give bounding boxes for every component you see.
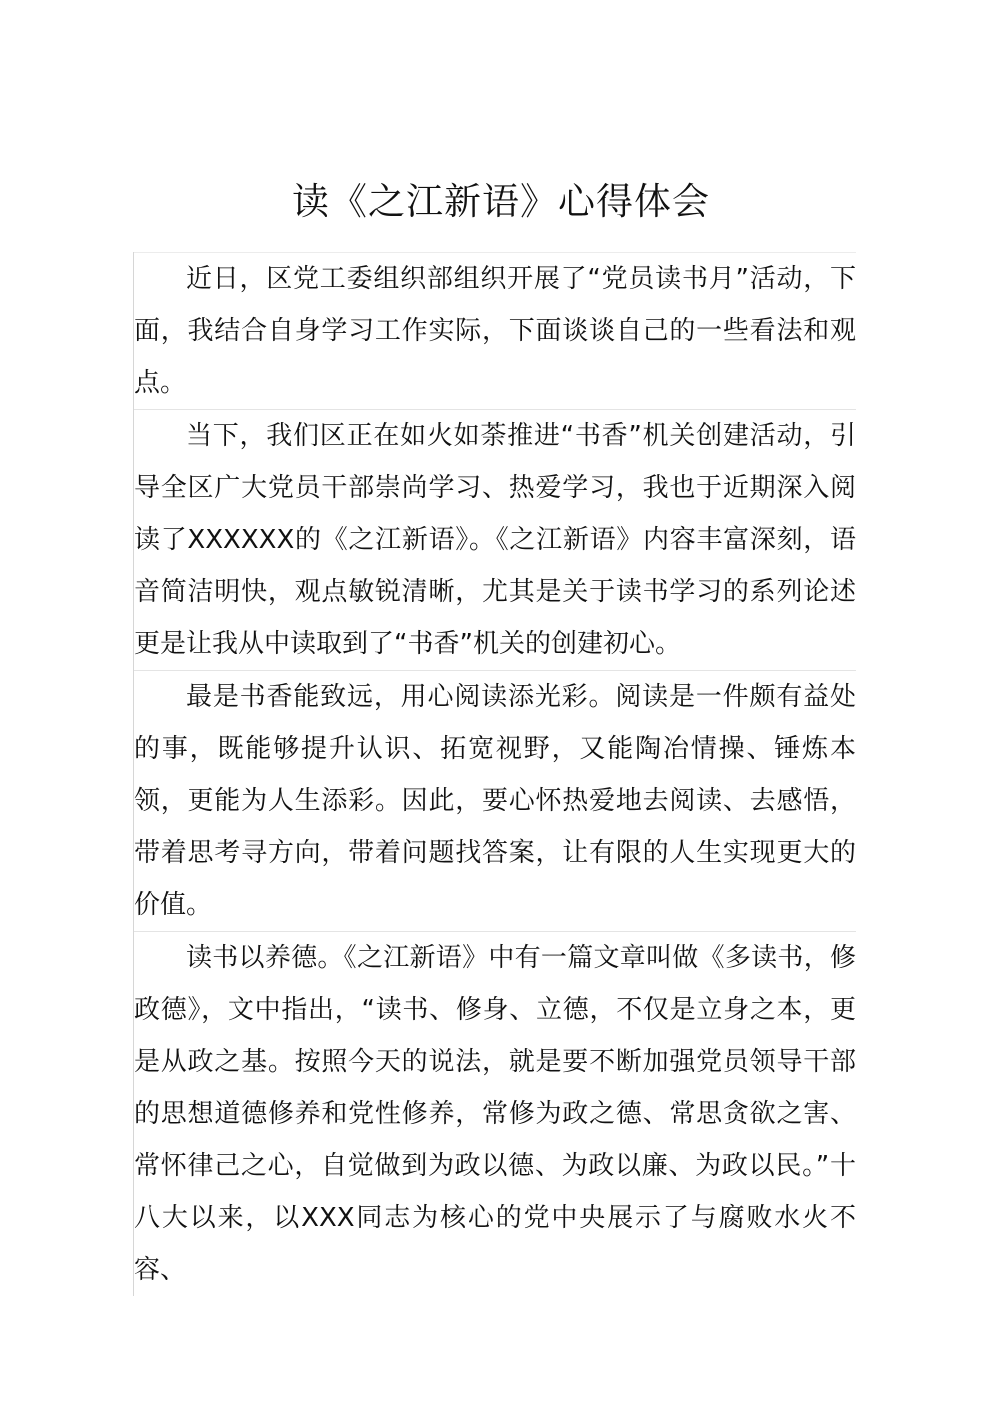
paragraph-3: 最是书香能致远，用心阅读添光彩。阅读是一件颇有益处的事，既能够提升认识、拓宽视野，又能陶冶情操、锤炼本领，更能为人生添彩。因此，要心怀热爱地去阅读、去感悟，带着思考寻方向，带着问题找答案，让有限的人生实现更大的价值。 xyxy=(134,670,856,931)
paragraph-1: 近日，区党工委组织部组织开展了“党员读书月”活动，下面，我结合自身学习工作实际，下面谈谈自己的一些看法和观点。 xyxy=(134,252,856,409)
document-title: 读《之江新语》心得体会 xyxy=(292,180,710,223)
paragraph-2: 当下，我们区正在如火如荼推进“书香”机关创建活动，引导全区广大党员干部崇尚学习、热爱学习，我也于近期深入阅读了XXXXXX的《之江新语》。《之江新语》内容丰富深刻，语音简洁明快，观点敏锐清晰，尤其是关于读书学习的系列论述更是让我从中读取到了“书香”机关的创建初心。 xyxy=(134,409,856,670)
document-body xyxy=(133,252,874,1296)
paragraph-4: 读书以养德。《之江新语》中有一篇文章叫做《多读书，修政德》，文中指出，“读书、修身、立德，不仅是立身之本，更是从政之基。按照今天的说法，就是要不断加强党员领导干部的思想道德修养和党性修养，常修为政之德、常思贪欲之害、常怀律己之心，自觉做到为政以德、为政以廉、为政以民。”十八大以来，以XXX同志为核心的党中央展示了与腐败水火不容、 xyxy=(134,931,856,1296)
